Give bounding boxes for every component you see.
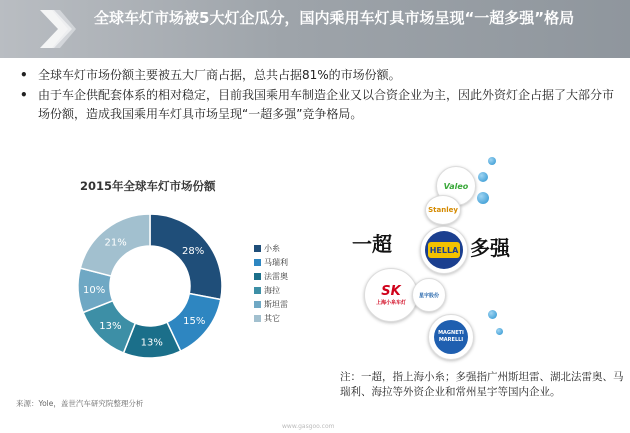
hella-logo bbox=[420, 226, 468, 274]
bullet-item bbox=[14, 86, 614, 124]
label-duoqiang: 多强 bbox=[470, 236, 510, 260]
header-banner bbox=[0, 0, 630, 58]
xingyu-logo bbox=[412, 278, 446, 312]
bubble-decoration bbox=[488, 157, 496, 165]
valeo-logo-text: Valeo bbox=[443, 181, 469, 191]
legend-label-4: 斯坦雷 bbox=[264, 299, 288, 309]
legend-item-3 bbox=[254, 283, 288, 297]
stanley-logo bbox=[425, 195, 461, 225]
legend-item-2 bbox=[254, 269, 288, 283]
legend-item-4 bbox=[254, 297, 288, 311]
legend-label-1: 马瑞利 bbox=[264, 257, 288, 267]
donut-slice-label-2: 13% bbox=[140, 337, 163, 349]
bubble-decoration bbox=[477, 192, 489, 204]
koito-logo bbox=[364, 268, 418, 322]
bullet-text: 全球车灯市场份额主要被五大厂商占据，总共占据81%的市场份额。 bbox=[38, 68, 401, 82]
legend-item-5 bbox=[254, 311, 288, 325]
legend-swatch-5 bbox=[254, 315, 261, 322]
bubble-decoration bbox=[488, 310, 497, 319]
magneti-marelli-logo bbox=[428, 314, 474, 360]
donut-slice-label-1: 15% bbox=[183, 315, 206, 327]
label-yichao: 一超 bbox=[352, 232, 392, 256]
bullet-text: 由于车企供配套体系的相对稳定，目前我国乘用车制造企业又以合资企业为主，因此外资灯企占据了大部分市场份额，造成我国乘用车灯具市场呈现“一超多强”竞争格局。 bbox=[38, 88, 615, 121]
legend-label-2: 法雷奥 bbox=[264, 271, 288, 281]
koito-name-text: 上海小糸车灯 bbox=[375, 300, 406, 306]
bullet-dot-icon: • bbox=[20, 88, 28, 102]
bubble-decoration bbox=[496, 328, 503, 335]
legend-swatch-4 bbox=[254, 301, 261, 308]
page-title: 全球车灯市场被5大灯企瓜分，国内乘用车灯具市场呈现“一超多强”格局 bbox=[94, 9, 575, 27]
legend-swatch-3 bbox=[254, 287, 261, 294]
xingyu-logo-text: 星宇股份 bbox=[418, 292, 439, 299]
bullet-dot-icon: • bbox=[20, 68, 28, 82]
donut-chart bbox=[60, 196, 240, 376]
bubble-decoration bbox=[478, 172, 488, 182]
legend-label-0: 小糸 bbox=[264, 243, 280, 253]
stanley-logo-text: Stanley bbox=[428, 206, 458, 214]
legend-item-1 bbox=[254, 255, 288, 269]
magneti-logo-text: MAGNETI MARELLI bbox=[438, 330, 464, 343]
chart-title: 2015年全球车灯市场份额 bbox=[80, 179, 216, 193]
donut-slice-label-5: 21% bbox=[104, 237, 127, 249]
legend-swatch-2 bbox=[254, 273, 261, 280]
koito-brand-text: SK bbox=[381, 284, 401, 299]
legend-label-5: 其它 bbox=[264, 313, 280, 323]
hella-logo-text: HELLA bbox=[429, 245, 459, 255]
donut-slice-label-3: 13% bbox=[99, 321, 122, 333]
legend-label-3: 海拉 bbox=[264, 285, 280, 295]
legend-item-0 bbox=[254, 241, 288, 255]
bullet-item bbox=[14, 66, 614, 85]
legend-swatch-0 bbox=[254, 245, 261, 252]
note-text: 注：一超，指上海小糸；多强指广州斯坦雷、湖北法雷奥、马瑞利、海拉等外资企业和常州星宇等国内企业。 bbox=[340, 371, 624, 398]
footer-url: www.gasgoo.com bbox=[282, 423, 335, 430]
source-note: 来源：Yole，盖世汽车研究院整理分析 bbox=[16, 399, 144, 408]
chart-legend bbox=[254, 241, 288, 325]
bullet-list bbox=[14, 66, 614, 125]
chevron-right-icon bbox=[40, 10, 76, 48]
legend-swatch-1 bbox=[254, 259, 261, 266]
donut-slice-label-0: 28% bbox=[182, 245, 205, 257]
donut-slice-label-4: 10% bbox=[82, 285, 106, 297]
